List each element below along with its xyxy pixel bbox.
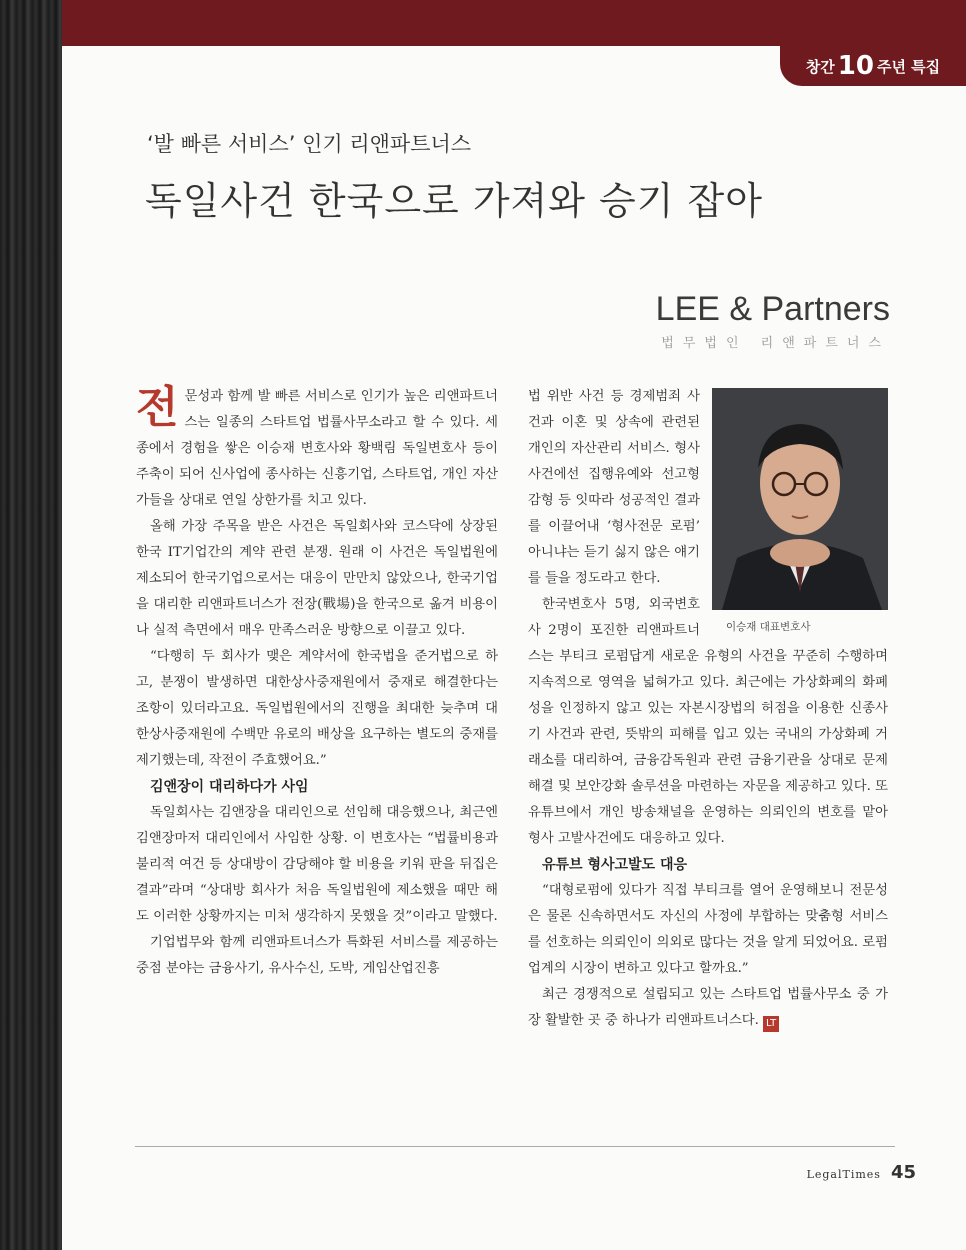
paragraph-text: 문성과 함께 발 빠른 서비스로 인기가 높은 리앤파트너스는 일종의 스타트업 법률사무소라고 할 수 있다. 세종에서 경험을 쌓은 이승재 변호사와 황백림 독일변호사 등이 주축이 되어 신사업에 종사하는 신흥기업, 스타트업, 개인 자산가들을 상대로 연일 상한가를 치고 있다. [136, 389, 498, 508]
firm-logo-korean: 법무법인 리앤파트너스 [661, 336, 890, 351]
section-subhead: 유튜브 형사고발도 대응 [542, 857, 687, 873]
article-subtitle: ‘발 빠른 서비스’ 인기 리앤파트너스 [147, 132, 472, 156]
portrait-illustration [712, 388, 888, 610]
article-headline: 독일사건 한국으로 가져와 승기 잡아 [145, 179, 763, 223]
drop-cap: 전 [136, 382, 179, 433]
paragraph [528, 982, 888, 1034]
magazine-name: LegalTimes [806, 1168, 881, 1181]
portrait-photo [712, 388, 888, 610]
badge-suffix: 주년 특집 [876, 57, 941, 76]
photo-caption: 이승재 대표변호사 [726, 621, 811, 633]
paragraph: “다행히 두 회사가 맺은 계약서에 한국법을 준거법으로 하고, 분쟁이 발생하면 대한상사중재원에서 중재로 해결한다는 조항이 있더라고요. 독일법원에서의 진행을 최대한 늦추며 대한상사중재원에 수백만 유로의 배상을 요구하는 별도의 중재를 제기했는데, 작전이 주효했어요.” [136, 649, 498, 768]
left-column [136, 384, 498, 982]
paragraph: 올해 가장 주목을 받은 사건은 독일회사와 코스닥에 상장된 한국 IT기업간의 계약 관련 분쟁. 원래 이 사건은 독일법원에 제소되어 한국기업으로서는 대응이 만만치 않았으나, 한국기업을 대리한 리앤파트너스가 전장(戰場)을 한국으로 옮겨 비용이나 실적 측면에서 매우 만족스러운 방향으로 이끌고 있다. [136, 519, 498, 638]
top-banner [62, 0, 966, 46]
paragraph: 한국변호사 5명, 외국변호사 2명이 포진한 리앤파트너스는 부티크 로펌답게 새로운 유형의 사건을 꾸준히 수행하며 지속적으로 영역을 넓혀가고 있다. 최근에는 가상화폐의 화폐성을 인정하지 않고 있는 자본시장법의 허점을 이용한 신종사기 사건과 관련, 뜻밖의 피해를 입고 있는 국내의 가상화폐 거래소를 대리하여, 금융감독원과 관련 금융기관을 상대로 문제 해결 및 보안강화 솔루션을 마련하는 자문을 제공하고 있다. 또 유튜브에서 개인 방송채널을 운영하는 의뢰인의 변호를 맡아 형사 고발사건에도 대응하고 있다. [528, 597, 888, 846]
paragraph: 독일회사는 김앤장을 대리인으로 선임해 대응했으나, 최근엔 김앤장마저 대리인에서 사임한 상황. 이 변호사는 “법률비용과 불리적 여건 등 상대방이 감당해야 할 비용을 키워 판을 뒤집은 결과”라며 “상대방 회사가 처음 독일법원에 제소했을 때만 해도 이러한 상황까지는 미처 생각하지 못했을 것”이라고 말했다. [136, 805, 498, 924]
page-footer [807, 1162, 916, 1183]
paragraph [136, 384, 498, 514]
section-subhead: 김앤장이 대리하다가 사임 [150, 779, 309, 795]
page-number: 45 [890, 1162, 916, 1183]
paragraph: 기업법무와 함께 리앤파트너스가 특화된 서비스를 제공하는 중점 분야는 금융사기, 유사수신, 도박, 게임산업진흥 [136, 935, 498, 976]
anniversary-badge [780, 46, 966, 86]
badge-prefix: 창간 [805, 57, 835, 76]
paragraph: 법 위반 사건 등 경제범죄 사건과 이혼 및 상속에 관련된 개인의 자산관리 서비스. 형사사건에선 집행유예와 선고형 감형 등 잇따라 성공적인 결과를 이끌어내 ‘형사전문 로펌’ 아니냐는 듣기 싫지 않은 얘기를 들을 정도라고 한다. [528, 389, 700, 586]
paragraph-text: 최근 경쟁적으로 설립되고 있는 스타트업 법률사무소 중 가장 활발한 곳 중 하나가 리앤파트너스다. [528, 987, 888, 1028]
badge-number: 10 [837, 51, 874, 81]
right-column [528, 384, 888, 1034]
firm-logo-name: LEE & Partners [655, 290, 890, 328]
binding-spine [0, 0, 62, 1250]
end-mark-icon: LT [763, 1016, 779, 1032]
paragraph: “대형로펌에 있다가 직접 부티크를 열어 운영해보니 전문성은 물론 신속하면서도 자신의 사정에 부합하는 맞춤형 서비스를 선호하는 의뢰인이 의외로 많다는 것을 알게 되었어요. 로펌업계의 시장이 변하고 있다고 할까요.” [528, 883, 888, 976]
footer-rule [135, 1146, 895, 1147]
